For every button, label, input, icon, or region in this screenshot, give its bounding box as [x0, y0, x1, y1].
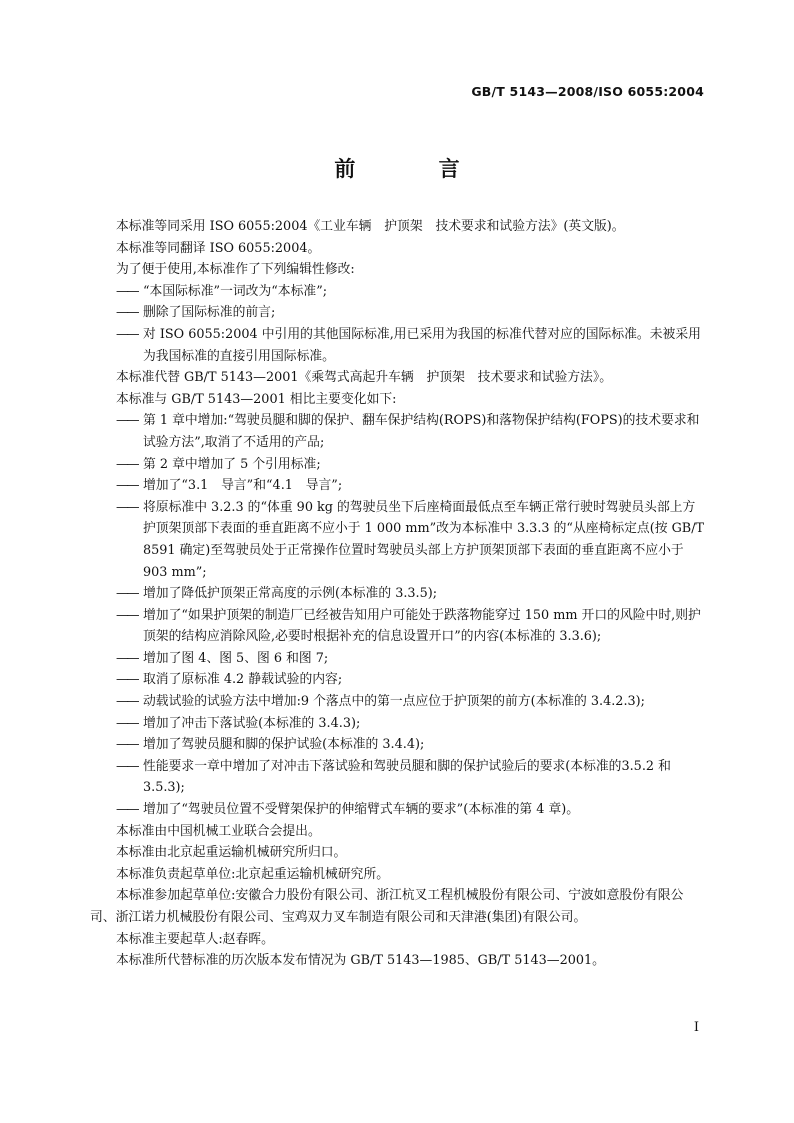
list-item-text: 增加了冲击下落试验(本标准的 3.4.3);: [143, 715, 361, 731]
list-item: [90, 324, 706, 367]
list-item: [90, 756, 706, 799]
list-item: [90, 475, 706, 497]
list-item-text: 增加了“驾驶员位置不受臂架保护的伸缩臂式车辆的要求”(本标准的第 4 章)。: [143, 802, 580, 818]
list-item: [90, 281, 706, 303]
dash-marker: ——: [116, 283, 138, 299]
list-item: [90, 410, 706, 453]
list-item-text: 第 1 章中增加:“驾驶员腿和脚的保护、翻车保护结构(ROPS)和落物保护结构(FOPS)的技术要求和试验方法”,取消了不适用的产品;: [143, 413, 700, 450]
list-item: [90, 799, 706, 821]
dash-marker: ——: [116, 802, 138, 818]
page-number: I: [693, 1020, 699, 1035]
list-item: [90, 583, 706, 605]
list-item-text: 增加了图 4、图 5、图 6 和图 7;: [143, 650, 329, 666]
list-item-text: 取消了原标准 4.2 静载试验的内容;: [143, 672, 343, 688]
dash-marker: ——: [116, 586, 138, 602]
paragraph: 本标准代替 GB/T 5143—2001《乘驾式高起升车辆 护顶架 技术要求和试验方法》。: [116, 370, 613, 386]
paragraph: 本标准等同采用 ISO 6055:2004《工业车辆 护顶架 技术要求和试验方法》(英文版)。: [116, 219, 625, 234]
dash-marker: ——: [116, 672, 138, 688]
dash-marker: ——: [116, 456, 138, 472]
list-item: [90, 669, 706, 691]
paragraph: 为了便于使用,本标准作了下列编辑性修改:: [116, 262, 355, 278]
list-item-text: 动载试验的试验方法中增加:9 个落点中的第一点应位于护顶架的前方(本标准的 3.4.2.3);: [143, 694, 645, 710]
list-item: [90, 497, 706, 583]
list-item-text: 将原标准中 3.2.3 的“体重 90 kg 的驾驶员坐下后座椅面最低点至车辆正常行驶时驾驶员头部上方护顶架顶部下表面的垂直距离不应小于 1 000 mm”改为本标准中 3.3.3 的“从座椅标定点(按 GB/T 8591 确定)至驾驶员处于正常操作位置时驾驶员头部上方护顶架顶部下表面的垂直距离不应小于 903 mm”;: [143, 499, 705, 580]
dash-marker: ——: [116, 326, 138, 342]
list-item-text: “本国际标准”一词改为“本标准”;: [143, 283, 328, 299]
dash-marker: ——: [116, 737, 138, 753]
list-item: [90, 605, 706, 648]
list-item-text: 对 ISO 6055:2004 中引用的其他国际标准,用已采用为我国的标准代替对应的国际标准。未被采用为我国标准的直接引用国际标准。: [143, 326, 701, 364]
paragraph: 本标准与 GB/T 5143—2001 相比主要变化如下:: [116, 391, 397, 407]
dash-marker: ——: [116, 478, 138, 494]
list-item-text: 增加了驾驶员腿和脚的保护试验(本标准的 3.4.4);: [143, 737, 425, 753]
list-item: [90, 713, 706, 735]
list-item-text: 增加了“如果护顶架的制造厂已经被告知用户可能处于跌落物能穿过 150 mm 开口的风险中时,则护顶架的结构应消除风险,必要时根据补充的信息设置开口”的内容(本标准的 3.3.6);: [143, 607, 701, 645]
paragraph: 本标准负责起草单位:北京起重运输机械研究所。: [116, 866, 390, 882]
page-title: 前 言: [334, 157, 498, 181]
list-item: [90, 691, 706, 713]
paragraph: 本标准由北京起重运输机械研究所归口。: [116, 845, 347, 861]
list-item-text: 增加了“3.1 导言”和“4.1 导言”;: [143, 478, 343, 494]
dash-marker: ——: [116, 607, 138, 623]
list-item: [90, 648, 706, 670]
standard-code: GB/T 5143—2008/ISO 6055:2004: [471, 84, 704, 99]
dash-marker: ——: [116, 499, 138, 515]
list-item-text: 删除了国际标准的前言;: [143, 305, 276, 321]
dash-marker: ——: [116, 694, 138, 710]
list-item: [90, 302, 706, 324]
list-item: [90, 454, 706, 476]
paragraph: 本标准等同翻译 ISO 6055:2004。: [116, 240, 321, 256]
paragraph: 本标准所代替标准的历次版本发布情况为 GB/T 5143—1985、GB/T 5143—2001。: [116, 953, 605, 969]
list-item-text: 增加了降低护顶架正常高度的示例(本标准的 3.3.5);: [143, 586, 438, 602]
list-item: [90, 734, 706, 756]
paragraph: 本标准由中国机械工业联合会提出。: [116, 823, 321, 839]
dash-marker: ——: [116, 413, 138, 429]
dash-marker: ——: [116, 758, 138, 774]
dash-marker: ——: [116, 650, 138, 666]
list-item-text: 第 2 章中增加了 5 个引用标准;: [143, 456, 321, 472]
list-item-text: 性能要求一章中增加了对冲击下落试验和驾驶员腿和脚的保护试验后的要求(本标准的3.5.2 和 3.5.3);: [143, 758, 671, 796]
dash-marker: ——: [116, 305, 138, 321]
dash-marker: ——: [116, 715, 138, 731]
paragraph: 本标准参加起草单位:安徽合力股份有限公司、浙江杭叉工程机械股份有限公司、宁波如意股份有限公司、浙江诺力机械股份有限公司、宝鸡双力叉车制造有限公司和天津港(集团)有限公司。: [90, 888, 684, 925]
paragraph: 本标准主要起草人:赵春晖。: [116, 931, 274, 947]
foreword-body: [90, 216, 706, 972]
